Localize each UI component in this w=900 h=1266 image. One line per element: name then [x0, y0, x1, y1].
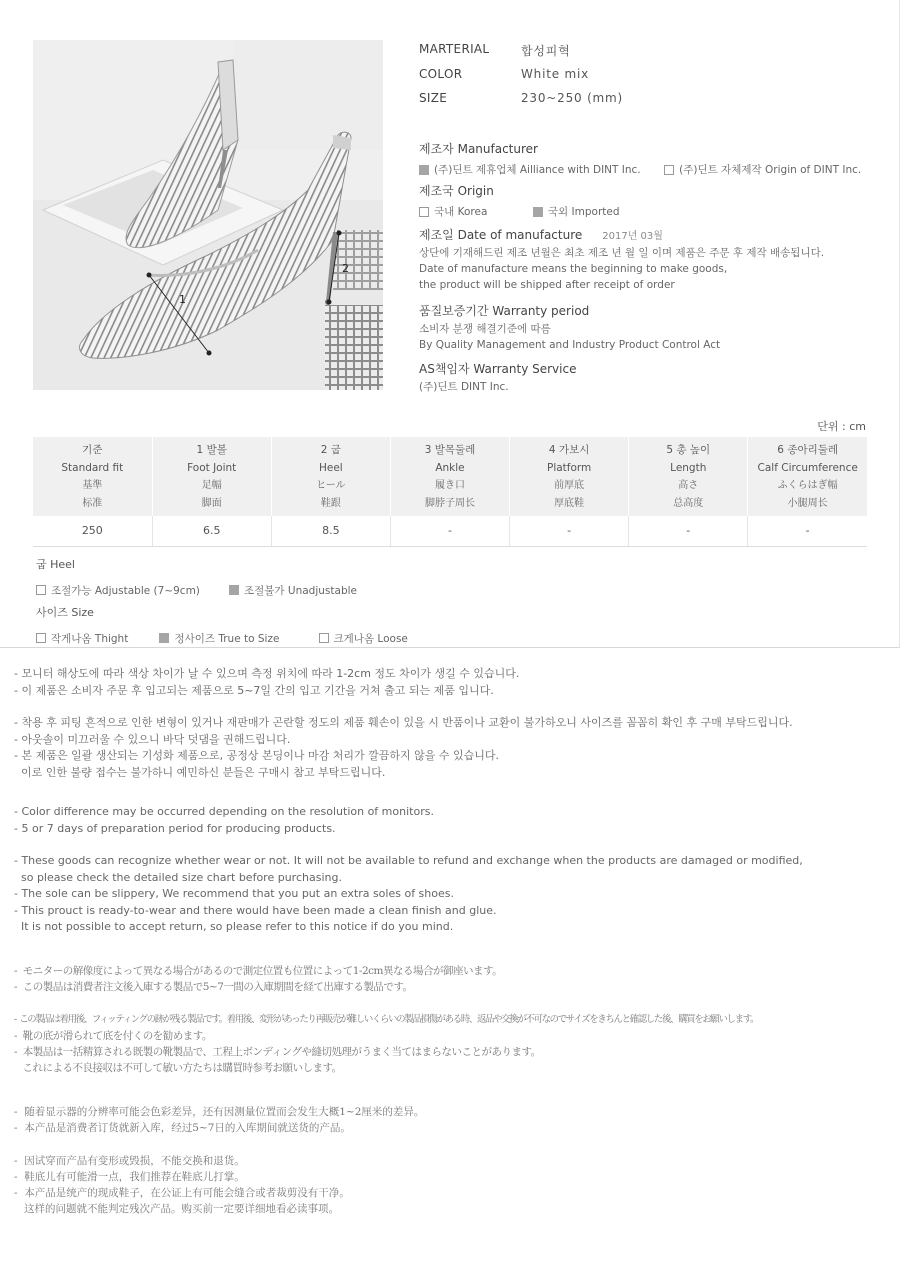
- table-header-cell: [629, 437, 748, 516]
- option-label: 작게나옴 Thight: [51, 632, 129, 645]
- spec-value: 230~250 (mm): [521, 91, 624, 105]
- note-line: - These goods can recognize whether wear or not. It will not be available to refund and exchange when the products are damaged or modified,: [14, 854, 803, 867]
- header-en: Foot Joint: [187, 462, 237, 474]
- section-heading: 품질보증기간 Warranty period: [419, 304, 590, 318]
- note-line: - 5 or 7 days of preparation period for producing products.: [14, 821, 336, 835]
- header-jp: 前厚底: [554, 480, 585, 491]
- header-jp: 足幅: [201, 480, 222, 491]
- table-cell: -: [748, 516, 867, 546]
- checkbox-checked: [533, 207, 543, 217]
- table-header-cell: [748, 437, 867, 516]
- spec-color: [419, 67, 589, 81]
- header-ko: 3 발목둘레: [424, 444, 476, 456]
- header-en: Calf Circumference: [757, 462, 858, 474]
- table-header-cell: [33, 437, 152, 516]
- origin-option: [419, 204, 487, 219]
- manufacturer-option: [664, 162, 861, 177]
- note-line: - モニターの解像度によって異なる場合があるので測定位置も位置によって1-2cm異なる場合が御座います。: [14, 965, 503, 977]
- manufacture-date-section: [419, 226, 824, 293]
- table-row: [33, 516, 867, 546]
- checkbox-unchecked: [36, 633, 46, 643]
- spec-label: SIZE: [419, 91, 448, 105]
- notes-korean: [14, 666, 894, 781]
- date-line: Date of manufacture means the beginning to make goods,: [419, 263, 728, 275]
- note-line: - Color difference may be occurred depending on the resolution of monitors.: [14, 805, 434, 818]
- option-label: (주)딘트 자체제작 Origin of DINT Inc.: [679, 164, 862, 176]
- section-heading: 사이즈 Size: [36, 606, 94, 619]
- table-header-cell: [390, 437, 509, 516]
- option-label: 크게나옴 Loose: [333, 632, 408, 645]
- checkbox-unchecked: [36, 585, 46, 595]
- manufacturer-section: [419, 140, 881, 178]
- product-photo: [33, 40, 383, 390]
- header-cn: 厚底鞋: [554, 498, 585, 509]
- option-label: 국내 Korea: [434, 206, 488, 218]
- note-line: - This prouct is ready-to-wear and there would have been made a clean finish and glue.: [14, 903, 497, 917]
- as-service-section: [419, 360, 576, 395]
- size-fit-option: [36, 631, 128, 646]
- header-cn: 标准: [82, 498, 103, 509]
- header-ko: 6 종아리둘레: [777, 444, 839, 456]
- date-value: 2017년 03월: [602, 231, 663, 242]
- size-fit-section: [36, 604, 428, 647]
- notes-japanese: [14, 963, 894, 1077]
- header-cn: 鞋跟: [320, 498, 341, 509]
- measure-mark-2: 2: [342, 262, 349, 275]
- heel-section: [36, 556, 377, 599]
- heel-option: [36, 583, 200, 598]
- section-heading: 굽 Heel: [36, 558, 75, 571]
- note-line: - 本产品是消费者订货就新入库，经过5~7日的入库期间就送货的产品。: [14, 1122, 351, 1135]
- spec-label: MARTERIAL: [419, 42, 490, 56]
- spec-value: White mix: [521, 67, 590, 81]
- note-line: - 本产品是统产的现成鞋子，在公证上有可能会缝合或者裁剪没有干净。: [14, 1187, 350, 1200]
- section-heading: 제조자 Manufacturer: [419, 142, 538, 156]
- as-line: (주)딘트 DINT Inc.: [419, 381, 509, 393]
- notes-chinese: [14, 1104, 894, 1218]
- header-ko: 기준: [82, 444, 103, 456]
- table-cell: 250: [33, 516, 152, 546]
- note-line: これによる不良接収は不可して敏い方たちは購買時参考お願いします。: [14, 1062, 342, 1075]
- header-ko: 2 굽: [320, 444, 341, 456]
- header-jp: 高さ: [678, 480, 699, 491]
- note-line: 이로 인한 불량 접수는 불가하니 예민하신 분들은 구매시 참고 부탁드립니다.: [14, 765, 386, 779]
- checkbox-unchecked: [419, 207, 429, 217]
- table-header-cell: [152, 437, 271, 516]
- note-line: - 靴の底が滑られて底を付くのを勧めます。: [14, 1029, 212, 1042]
- note-line: - The sole can be slippery, We recommend that you put an extra soles of shoes.: [14, 887, 454, 900]
- table-cell: -: [629, 516, 748, 546]
- checkbox-checked: [229, 585, 239, 595]
- date-line: the product will be shipped after receipt of order: [419, 279, 675, 291]
- checkbox-checked: [159, 633, 169, 643]
- header-jp: ヒール: [316, 480, 346, 491]
- spec-material: [419, 42, 571, 59]
- notes-english: [14, 804, 894, 936]
- heel-option: [229, 583, 357, 598]
- header-en: Standard fit: [61, 462, 124, 474]
- section-heading: [419, 226, 824, 243]
- note-line: - 모니터 해상도에 따라 색상 차이가 날 수 있으며 측정 위치에 따라 1-2cm 정도 차이가 생길 수 있습니다.: [14, 667, 520, 680]
- header-jp: 基準: [82, 480, 103, 491]
- size-table: [33, 437, 867, 547]
- size-fit-option: [159, 631, 279, 646]
- header-en: Length: [670, 462, 707, 474]
- header-cn: 脚面: [201, 498, 222, 509]
- size-fit-option: [319, 631, 408, 646]
- unit-label: 단위 : cm: [817, 420, 866, 433]
- spec-size: [419, 91, 623, 105]
- table-header-cell: [510, 437, 629, 516]
- heading-text: 제조일 Date of manufacture: [419, 228, 583, 242]
- spec-label: COLOR: [419, 67, 463, 81]
- header-ko: 5 총 높이: [666, 444, 711, 456]
- origin-option: [533, 204, 620, 219]
- table-cell: -: [390, 516, 509, 546]
- note-line: - 本製品は一括精算される既製の靴製品で、工程上ボンディングや縫切処理がうまく当てはまらないことがあります。: [14, 1046, 541, 1059]
- warranty-line: By Quality Management and Industry Product Control Act: [419, 339, 721, 351]
- note-line: - 아웃솔이 미끄러울 수 있으니 바닥 덧댐을 권해드립니다.: [14, 732, 291, 746]
- checkbox-checked: [419, 165, 429, 175]
- measure-mark-1: 1: [179, 293, 186, 306]
- header-jp: 履き口: [434, 480, 465, 491]
- spec-value: 합성피혁: [521, 44, 571, 58]
- note-line: - 鞋底儿有可能滑一点，我们推荐在鞋底儿打掌。: [14, 1170, 245, 1183]
- checkbox-unchecked: [664, 165, 674, 175]
- note-line: so please check the detailed size chart before purchasing.: [14, 870, 342, 884]
- date-line: 상단에 기재해드린 제조 년월은 최초 제조 년 월 일 이며 제품은 주문 후 제작 배송됩니다.: [419, 247, 825, 259]
- note-line: - 본 제품은 일괄 생산되는 기성화 제품으로, 공정상 본딩이나 마감 처리가 깔끔하지 않을 수 있습니다.: [14, 749, 499, 762]
- header-en: Platform: [546, 462, 592, 474]
- table-cell: 6.5: [152, 516, 271, 546]
- header-ko: 4 가보시: [548, 444, 590, 456]
- table-cell: 8.5: [271, 516, 390, 546]
- note-line: - 착용 후 피팅 흔적으로 인한 변형이 있거나 재판매가 곤란할 정도의 제품 훼손이 있을 시 반품이나 교환이 불가하오니 사이즈를 꼼꼼히 확인 후 구매 부탁드립니다.: [14, 716, 793, 729]
- table-cell: -: [510, 516, 629, 546]
- note-line: It is not possible to accept return, so please refer to this notice if do you mind.: [14, 920, 454, 933]
- section-heading: AS책임자 Warranty Service: [419, 362, 577, 376]
- note-line: - 因试穿而产品有变形或毁损，不能交换和退货。: [14, 1154, 245, 1167]
- table-header-cell: [271, 437, 390, 516]
- option-label: 조절가능 Adjustable (7~9cm): [51, 584, 200, 597]
- header-cn: 脚脖子周长: [424, 498, 475, 509]
- option-label: 국외 Imported: [547, 206, 620, 218]
- warranty-section: [419, 302, 720, 353]
- manufacturer-option: [419, 162, 641, 177]
- option-label: (주)딘트 제휴업체 Ailliance with DINT Inc.: [434, 164, 641, 176]
- header-jp: ふくらはぎ幅: [777, 480, 838, 491]
- header-ko: 1 발볼: [196, 444, 227, 456]
- option-label: 조절불가 Unadjustable: [244, 584, 357, 597]
- table-header-row: [33, 437, 867, 516]
- header-cn: 小腿周长: [787, 498, 828, 509]
- origin-section: [419, 182, 640, 220]
- note-line: - この製品は消費者注文後入庫する製品で5~7一間の入庫期間を経て出庫する製品です。: [14, 981, 413, 994]
- checkbox-unchecked: [319, 633, 329, 643]
- section-heading: 제조국 Origin: [419, 184, 494, 198]
- note-line: - 이 제품은 소비자 주문 후 입고되는 제품으로 5~7일 간의 입고 기간을 거쳐 출고 되는 제품 입니다.: [14, 683, 494, 697]
- note-line: 这样的问题就不能判定残次产品。购买前一定要详细地看必读事项。: [14, 1203, 340, 1216]
- option-label: 정사이즈 True to Size: [174, 632, 280, 645]
- warranty-line: 소비자 분쟁 해결기준에 따름: [419, 323, 551, 335]
- note-line: - この製品は着用後、フィッティングの跡が残る製品です。着用後、変形があったり再販売が難しいくらいの製品損傷がある時、返品や交換が不可なのでサイズをきちんと確認した後、購買をお願いします。: [14, 1013, 759, 1025]
- header-en: Heel: [318, 462, 343, 474]
- header-en: Ankle: [435, 462, 465, 474]
- header-cn: 总高度: [673, 498, 704, 509]
- shoe-illustration: [33, 40, 383, 390]
- note-line: - 随着显示器的分辨率可能会色彩差异，还有因测量位置而会发生大概1~2厘米的差异。: [14, 1106, 425, 1118]
